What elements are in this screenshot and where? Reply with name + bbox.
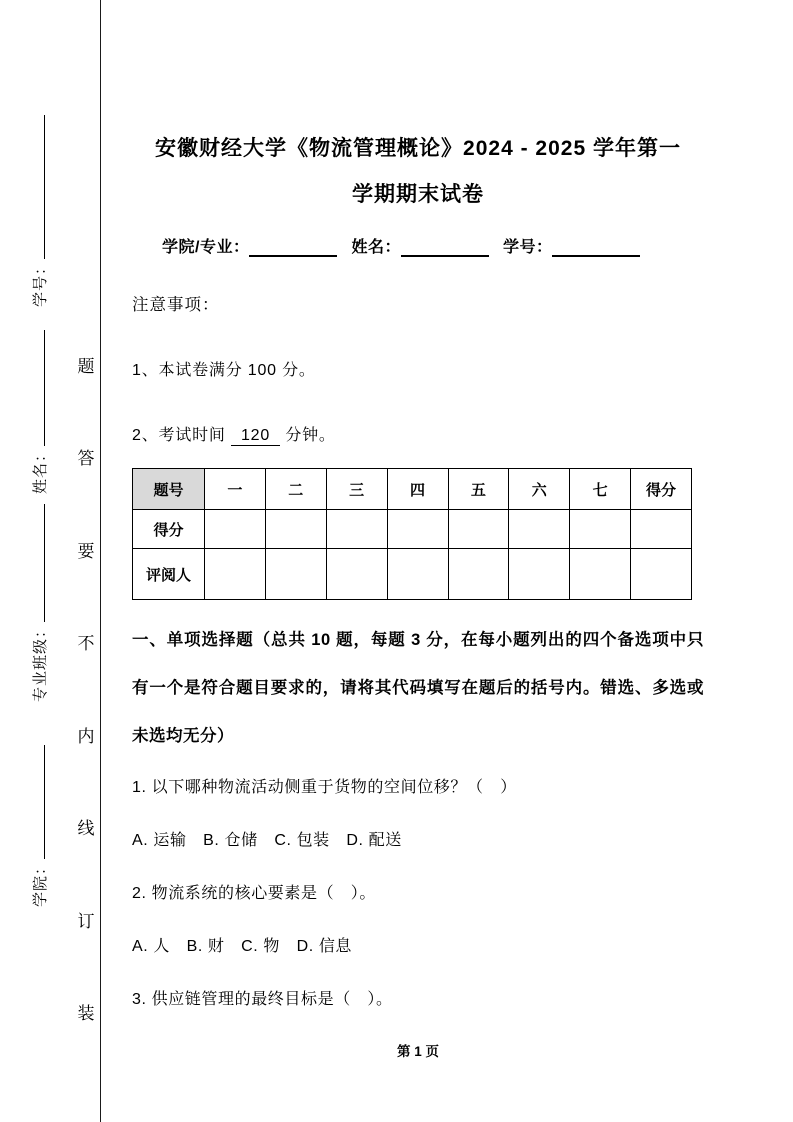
score-cell-empty	[509, 549, 570, 600]
score-table-header-cell: 一	[205, 469, 266, 510]
sidebar-student-id-label: 学号：	[31, 258, 49, 307]
sidebar-name-label: 姓名：	[31, 445, 49, 494]
binding-char: 订	[77, 911, 95, 931]
score-table	[132, 468, 692, 600]
notice-heading: 注意事项：	[132, 296, 220, 314]
score-table-header-cell: 三	[326, 469, 387, 510]
student-id-label: 学号：	[502, 239, 553, 256]
question-1-options: A. 运输 B. 仓储 C. 包装 D. 配送	[132, 832, 402, 849]
exam-duration-value: 120	[231, 427, 280, 446]
sidebar-student-id-field	[28, 115, 50, 307]
paper-title-line1: 安徽财经大学《物流管理概论》2024 - 2025 学年第一	[155, 137, 681, 160]
score-cell-empty	[265, 549, 326, 600]
score-cell-empty	[570, 549, 631, 600]
score-table-header-cell: 二	[265, 469, 326, 510]
score-cell-empty	[326, 549, 387, 600]
score-table-reviewer-row	[133, 549, 692, 600]
question-3-text: 3. 供应链管理的最终目标是（ ）。	[132, 991, 393, 1008]
student-id-blank	[552, 238, 640, 257]
binding-line-text	[76, 352, 96, 1024]
score-cell-empty	[570, 510, 631, 549]
sidebar-student-id-blank	[33, 115, 45, 259]
score-cell-empty	[448, 510, 509, 549]
name-label: 姓名：	[351, 239, 401, 256]
college-major-label: 学院/专业：	[162, 239, 250, 256]
sidebar-class-field	[28, 504, 50, 702]
binding-char: 要	[77, 541, 95, 561]
sidebar-class-blank	[33, 504, 45, 622]
score-cell-empty	[448, 549, 509, 600]
score-cell-empty	[509, 510, 570, 549]
score-table-header-cell: 五	[448, 469, 509, 510]
sidebar-name-blank	[33, 330, 45, 446]
notice-item-2-prefix: 2、考试时间	[132, 427, 226, 444]
score-table-score-row	[133, 510, 692, 549]
binding-char: 不	[77, 634, 95, 654]
score-table-header-cell: 四	[387, 469, 448, 510]
notice-item-2	[132, 422, 704, 446]
sidebar-college-label: 学院：	[31, 858, 49, 907]
sidebar-name-field	[28, 330, 50, 494]
score-table-header-row	[133, 469, 692, 510]
main-content	[132, 0, 704, 1012]
score-cell-empty	[265, 510, 326, 549]
page-number: 第 1 页	[396, 1044, 439, 1059]
question-2-text: 2. 物流系统的核心要素是（ ）。	[132, 885, 376, 902]
paper-title	[132, 0, 704, 218]
score-cell-empty	[387, 510, 448, 549]
score-table-corner-cell: 题号	[133, 469, 205, 510]
sidebar-class-label: 专业班级：	[31, 621, 49, 702]
college-major-blank	[249, 238, 337, 257]
sidebar-college-field	[28, 745, 50, 907]
score-cell-empty	[205, 549, 266, 600]
score-cell-empty	[387, 549, 448, 600]
score-table-header-cell: 七	[570, 469, 631, 510]
reviewer-row-label: 评阅人	[133, 549, 205, 600]
binding-line-rule	[100, 0, 101, 1122]
score-cell-empty	[631, 510, 692, 549]
score-row-label: 得分	[133, 510, 205, 549]
sidebar-college-blank	[33, 745, 45, 859]
score-cell-empty	[205, 510, 266, 549]
notice-item-1: 1、本试卷满分 100 分。	[132, 362, 316, 379]
score-cell-empty	[326, 510, 387, 549]
notice-item-2-suffix: 分钟。	[285, 427, 336, 444]
question-2-options: A. 人 B. 财 C. 物 D. 信息	[132, 938, 353, 955]
student-info-line	[132, 234, 704, 257]
binding-char: 答	[77, 449, 95, 469]
score-cell-empty	[631, 549, 692, 600]
score-table-header-cell: 六	[509, 469, 570, 510]
binding-char: 题	[77, 357, 95, 376]
question-1-text: 1. 以下哪种物流活动侧重于货物的空间位移？（ ）	[132, 779, 517, 796]
binding-char: 线	[77, 819, 95, 839]
binding-char: 装	[77, 1003, 95, 1023]
score-table-header-cell: 得分	[631, 469, 692, 510]
paper-title-line2: 学期期末试卷	[352, 183, 484, 206]
binding-char: 内	[77, 726, 95, 746]
section1-heading: 一、单项选择题（总共 10 题，每题 3 分，在每小题列出的四个备选项中只有一个是符合题目要求的，请将其代码填写在题后的括号内。错选、多选或未选均无分）	[132, 631, 704, 745]
name-blank	[401, 238, 489, 257]
